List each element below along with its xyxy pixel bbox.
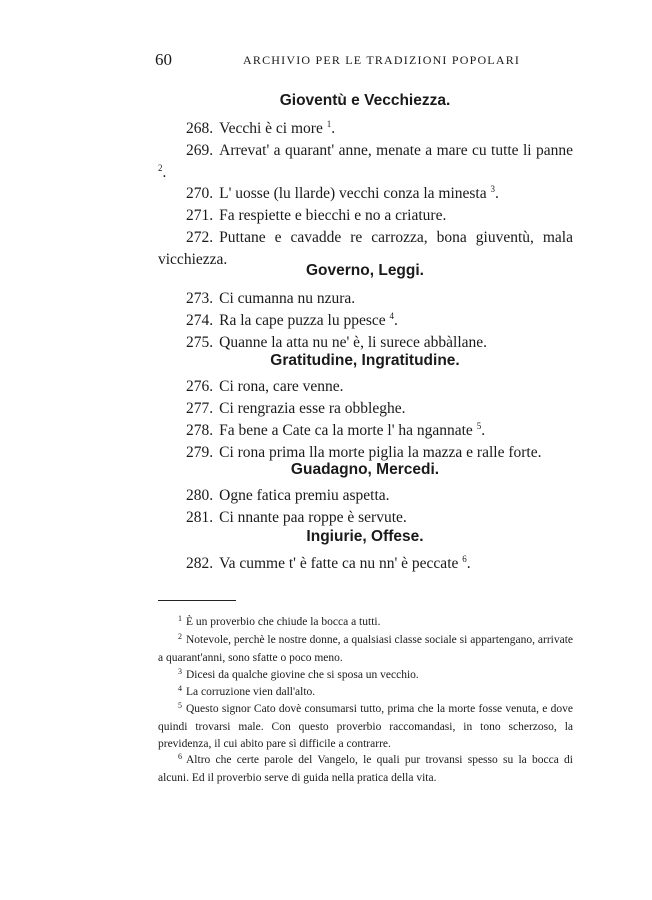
running-title: ARCHIVIO PER LE TRADIZIONI POPOLARI <box>243 53 521 67</box>
proverb-number: 268. <box>186 120 214 137</box>
proverb-text: Fa respiette e biecchi e no a criature. <box>219 207 447 224</box>
proverb-number: 280. <box>186 487 214 504</box>
proverb-tail: . <box>162 164 167 181</box>
proverb-entry <box>158 376 573 398</box>
footnote <box>158 748 573 787</box>
proverb-tail: . <box>331 120 336 137</box>
proverb-text: Ra la cape puzza lu ppesce <box>219 312 386 329</box>
proverb-number: 274. <box>186 312 214 329</box>
footnote-ref: 6 <box>462 553 467 564</box>
proverb-text: Puttane e cavadde re carrozza, bona giuventù, mala vicchiezza. <box>158 229 573 268</box>
proverb-tail: . <box>394 312 398 329</box>
proverb-number: 276. <box>186 378 214 395</box>
proverb-entry <box>158 310 573 332</box>
footnote-mark: 5 <box>178 701 182 710</box>
footnote-mark: 3 <box>178 667 182 676</box>
proverb-text: L' uosse (lu llarde) vecchi conza la minesta <box>219 185 487 202</box>
footnote-mark: 4 <box>178 684 182 693</box>
proverb-text: Ci nnante paa roppe è servute. <box>219 509 407 526</box>
proverb-tail: . <box>494 185 499 202</box>
proverb-entry <box>158 183 573 205</box>
section-heading-governo: Governo, Leggi. <box>306 262 424 279</box>
footnote-text: Dicesi da qualche giovine che si sposa un vecchio. <box>186 669 419 681</box>
proverb-number: 277. <box>186 400 214 417</box>
proverb-tail: . <box>466 555 471 572</box>
proverb-text: Quanne la atta nu ne' è, li surece abbàllane. <box>219 334 488 351</box>
proverb-text: Ci rona prima lla morte piglia la mazza e ralle forte. <box>219 444 542 461</box>
section-heading-ingiurie: Ingiurie, Offese. <box>306 528 424 545</box>
proverb-number: 279. <box>186 444 214 461</box>
proverb-entry <box>158 205 573 227</box>
proverb-text: Ci rengrazia esse ra obbleghe. <box>219 400 406 417</box>
footnote-text: Notevole, perchè le nostre donne, a qualsiasi classe sociale si appartengano, arrivate a quarant'anni, sono sfatte o poco meno. <box>158 634 574 664</box>
proverb-number: 273. <box>186 290 214 307</box>
proverb-number: 271. <box>186 207 214 224</box>
section-heading-guadagno: Guadagno, Mercedi. <box>290 461 440 478</box>
proverb-text: Va cumme t' è fatte ca nu nn' è peccate <box>219 555 459 572</box>
proverb-text: Ci rona, care venne. <box>219 378 344 395</box>
footnote-ref: 3 <box>490 183 495 194</box>
footnote-text: La corruzione vien dall'alto. <box>186 686 316 698</box>
proverb-number: 282. <box>186 555 214 572</box>
footnote-mark: 2 <box>178 632 182 641</box>
page-number: 60 <box>155 50 172 69</box>
proverb-entry <box>158 398 573 420</box>
footnote-text: È un proverbio che chiude la bocca a tutti. <box>186 616 381 628</box>
proverb-number: 281. <box>186 509 214 526</box>
footnote <box>158 697 573 754</box>
proverb-entry <box>158 553 573 575</box>
footnote <box>158 628 573 667</box>
footnote-ref: 5 <box>476 420 482 431</box>
proverb-text: Ci cumanna nu nzura. <box>219 290 356 307</box>
proverb-number: 270. <box>186 185 214 202</box>
proverb-entry <box>158 140 573 184</box>
proverb-text: Arrevat' a quarant' anne, menate a mare cu tutte li panne <box>219 142 573 159</box>
running-head <box>155 50 574 72</box>
proverb-entry <box>158 507 573 529</box>
proverb-text: Ogne fatica premiu aspetta. <box>219 487 390 504</box>
footnote-mark: 6 <box>178 752 182 761</box>
proverb-number: 275. <box>186 334 214 351</box>
proverb-entry <box>158 332 573 354</box>
footnote-text: Questo signor Cato dovè consumarsi tutto, prima che la morte fosse venuta, e dove quindi trovarsi male. Con questo proverbio raccomandasi, in tono scherzoso, la previdenza, il cui abito pare sì difficile a contrarre. <box>158 703 573 750</box>
proverb-tail: . <box>481 422 486 439</box>
footnote-text: Altro che certe parole del Vangelo, le quali pur trovansi spesso su la bocca di alcuni. Ed il proverbio serve di guida nella pratica della vita. <box>158 754 573 784</box>
proverb-text: Fa bene a Cate ca la morte l' ha ngannate <box>219 422 473 439</box>
proverb-text: Vecchi è ci more <box>219 120 323 137</box>
footnote-divider <box>158 600 236 601</box>
footnote-ref: 4 <box>389 310 395 321</box>
footnote-mark: 1 <box>178 614 182 623</box>
proverb-number: 278. <box>186 422 214 439</box>
section-heading-gioventu: Gioventù e Vecchiezza. <box>279 92 451 109</box>
proverb-number: 269. <box>186 142 214 159</box>
proverb-number: 272. <box>186 229 214 246</box>
proverb-entry <box>158 485 573 507</box>
section-heading-gratitudine: Gratitudine, Ingratitudine. <box>270 352 460 369</box>
footnote-ref: 2 <box>158 162 163 173</box>
footnote-ref: 1 <box>326 118 332 129</box>
proverb-entry <box>158 288 573 310</box>
proverb-entry <box>158 118 573 140</box>
proverb-entry <box>158 420 573 442</box>
